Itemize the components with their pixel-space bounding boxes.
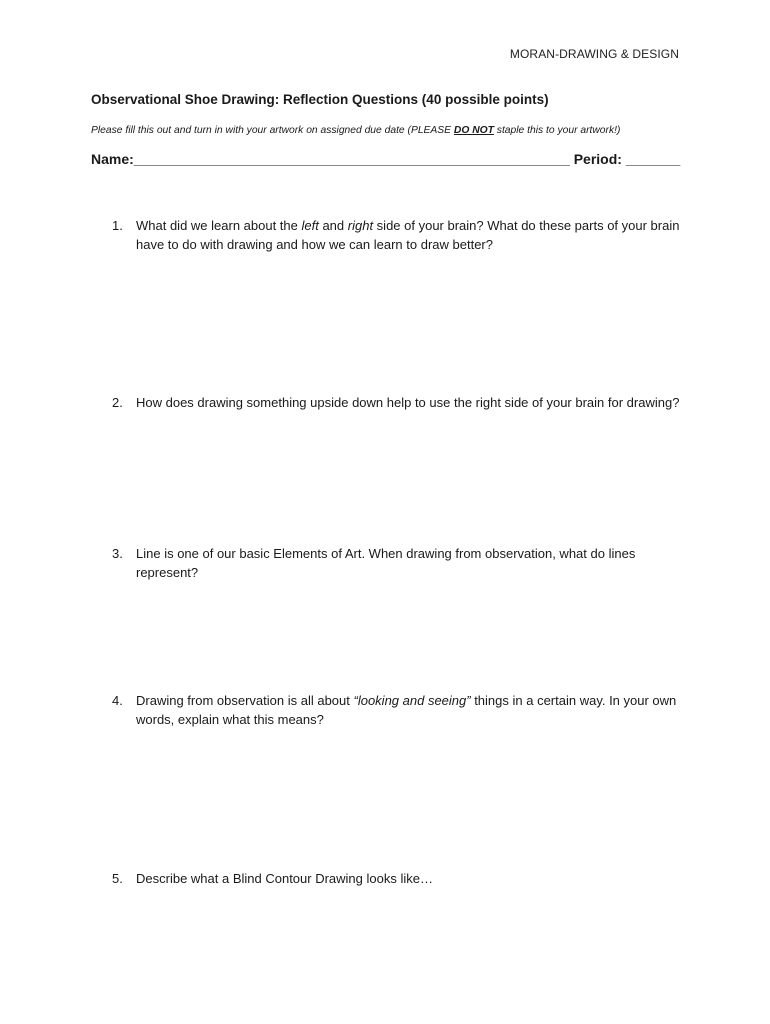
- question-text-italic: left: [301, 218, 319, 233]
- question-number: 5.: [112, 871, 123, 886]
- question-text: Line is one of our basic Elements of Art. When drawing from observation, what do lines represent?: [136, 546, 636, 580]
- question-5: [112, 869, 692, 888]
- question-number: 2.: [112, 395, 123, 410]
- question-text-part: Drawing from observation is all about: [136, 693, 354, 708]
- worksheet-title: Observational Shoe Drawing: Reflection Questions (40 possible points): [91, 92, 549, 107]
- question-text: [136, 216, 692, 254]
- instructions-after: staple this to your artwork!): [493, 125, 621, 136]
- instructions-before: Please fill this out and turn in with your artwork on assigned due date (PLEASE: [91, 125, 454, 136]
- question-4: [112, 691, 692, 729]
- question-text-part: side of your brain? What do these parts of your brain have to do with drawing and how we can learn to draw better?: [136, 218, 680, 252]
- question-number: 1.: [112, 218, 123, 233]
- question-text: [136, 691, 692, 729]
- question-text-part: and: [318, 218, 348, 233]
- question-number: 3.: [112, 546, 123, 561]
- question-2: [112, 393, 692, 412]
- question-1: [112, 216, 692, 254]
- name-period-line: Name:________________________________________________________ Period: _______: [91, 151, 681, 167]
- question-text-part: things in a certain way. In your own words, explain what this means?: [136, 693, 677, 727]
- course-header: MORAN-DRAWING & DESIGN: [509, 47, 679, 61]
- instructions: [91, 125, 620, 136]
- question-text: Describe what a Blind Contour Drawing looks like…: [136, 871, 433, 886]
- question-text-italic: “looking and seeing”: [353, 693, 471, 708]
- instructions-emphasis: DO NOT: [453, 125, 494, 136]
- question-text: How does drawing something upside down help to use the right side of your brain for drawing?: [136, 395, 680, 410]
- question-3: [112, 544, 692, 582]
- question-number: 4.: [112, 693, 123, 708]
- question-text-part: What did we learn about the: [136, 218, 302, 233]
- question-text-italic: right: [347, 218, 374, 233]
